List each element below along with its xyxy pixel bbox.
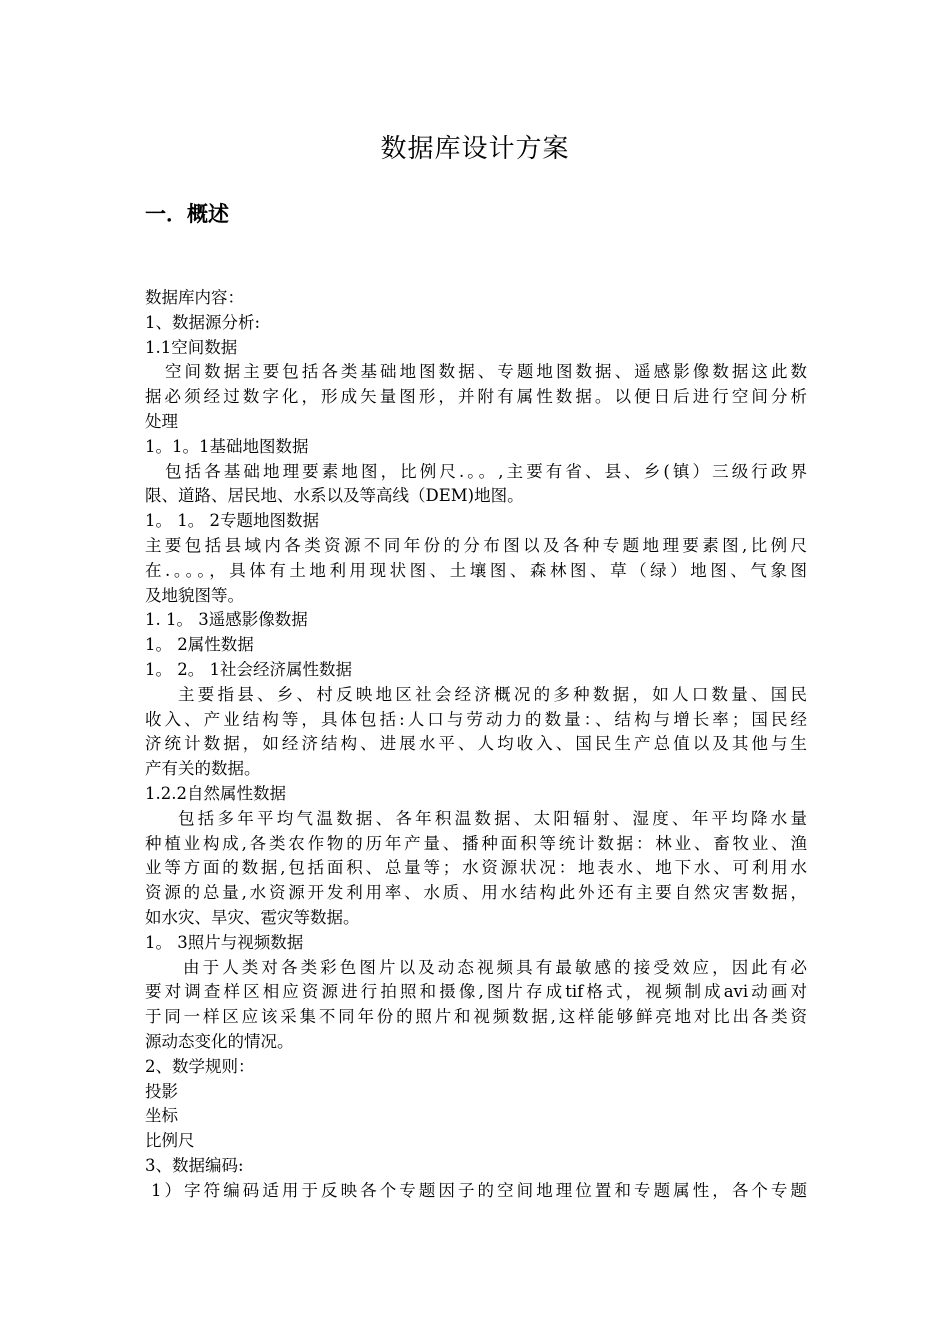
text-line: 1。 2。 1社会经济属性数据 (145, 659, 352, 679)
section-heading-overview: 一．概述 (145, 202, 229, 226)
text-line: 主要指县、乡、村反映地区社会经济概况的多种数据，如人口数量、国民 (178, 684, 807, 704)
text-line: 主要包括县域内各类资源不同年份的分布图以及各种专题地理要素图,比例尺 (145, 535, 807, 555)
text-line: 及地貌图等。 (145, 585, 244, 605)
document-title: 数据库设计方案 (380, 134, 570, 164)
text-line: 要对调查样区相应资源进行拍照和摄像,图片存成tif格式，视频制成avi动画对 (145, 982, 807, 1002)
text-line: 1、数据源分析: (145, 312, 261, 332)
text-line: 1）字符编码适用于反映各个专题因子的空间地理位置和专题属性，各个专题 (151, 1180, 807, 1200)
text-line: 济统计数据，如经济结构、进展水平、人均收入、国民生产总值以及其他与生 (145, 734, 807, 754)
text-line: 于同一样区应该采集不同年份的照片和视频数据,这样能够鲜亮地对比出各类资 (145, 1007, 807, 1027)
text-line: 1. 1。 3遥感影像数据 (145, 610, 308, 630)
text-line: 1.1空间数据 (145, 337, 238, 357)
text-line: 产有关的数据。 (145, 759, 261, 779)
text-line: 如水灾、旱灾、雹灾等数据。 (145, 907, 360, 927)
text-line: 包括多年平均气温数据、各年积温数据、太阳辐射、湿度、年平均降水量 (178, 808, 807, 828)
text-line: 资源的总量,水资源开发利用率、水质、用水结构此外还有主要自然灾害数据， (145, 883, 807, 903)
text-line: 种植业构成,各类农作物的历年产量、播种面积等统计数据：林业、畜牧业、渔 (145, 833, 807, 853)
text-line: 处理 (145, 411, 178, 431)
document-body (145, 286, 807, 1203)
text-line: 3、数据编码: (145, 1155, 244, 1175)
text-line: 收入、产业结构等，具体包括:人口与劳动力的数量：、结构与增长率；国民经 (145, 709, 807, 729)
text-line: 坐标 (145, 1106, 178, 1126)
text-line: 1。 3照片与视频数据 (145, 932, 304, 952)
text-line: 1。 2属性数据 (145, 635, 254, 655)
text-line: 源动态变化的情况。 (145, 1031, 294, 1051)
text-line: 1.2.2自然属性数据 (145, 783, 286, 803)
text-line: 由于人类对各类彩色图片以及动态视频具有最敏感的接受效应，因此有必 (183, 957, 807, 977)
text-line: 2、数学规则： (145, 1056, 255, 1076)
text-line: 在.。。。，具体有土地利用现状图、土壤图、森林图、草（绿）地图、气象图 (145, 560, 807, 580)
text-line: 空间数据主要包括各类基础地图数据、专题地图数据、遥感影像数据这此数 (165, 362, 807, 382)
text-line: 包括各基础地理要素地图，比例尺.。。,主要有省、县、乡(镇）三级行政界 (165, 461, 807, 481)
text-line: 业等方面的数据,包括面积、总量等；水资源状况：地表水、地下水、可利用水 (145, 858, 807, 878)
text-line: 据必须经过数字化，形成矢量图形，并附有属性数据。以便日后进行空间分析 (145, 387, 807, 407)
text-line: 1。 1。 2专题地图数据 (145, 511, 319, 531)
text-line: 投影 (145, 1081, 178, 1101)
text-line: 限、道路、居民地、水系以及等高线（DEM)地图。 (145, 486, 524, 506)
text-line: 比例尺 (145, 1131, 195, 1151)
text-line: 数据库内容： (145, 288, 244, 307)
text-line: 1。1。1基础地图数据 (145, 436, 309, 456)
